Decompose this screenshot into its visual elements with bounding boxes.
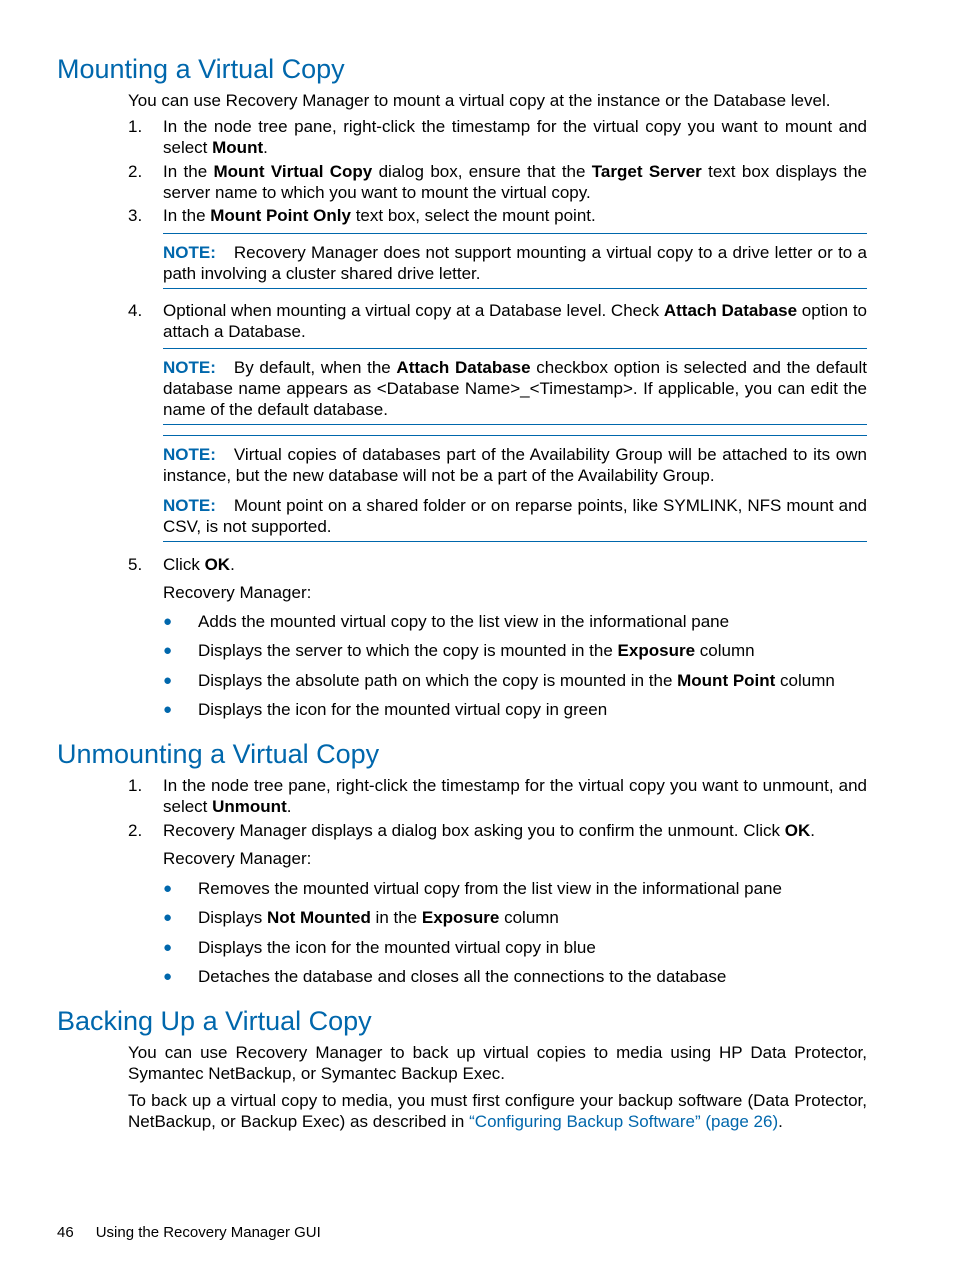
step-text: Recovery Manager displays a dialog box asking you to confirm the unmount. Click OK. — [163, 821, 815, 840]
bullet-icon: ● — [163, 701, 173, 718]
step-number: 2. — [128, 821, 143, 840]
step-text: In the Mount Point Only text box, select the mount point. — [163, 206, 596, 225]
backup-paragraph-2: To back up a virtual copy to media, you must first configure your backup software (Data Protector, NetBackup, or Backup Exec) as described in “Configuring Backup Software” (page 26). — [128, 1091, 867, 1131]
section-title-unmounting: Unmounting a Virtual Copy — [57, 739, 380, 769]
section-title-mounting: Mounting a Virtual Copy — [57, 54, 345, 84]
note-text: NOTE: By default, when the Attach Database checkbox option is selected and the default database name appears as <Database Name>_<Timestamp>. If applicable, you can edit the name of the default database. — [163, 358, 867, 419]
bullet-icon: ● — [163, 909, 173, 926]
note-text: NOTE: Mount point on a shared folder or on reparse points, like SYMLINK, NFS mount and CSV, is not supported. — [163, 496, 867, 536]
step-number: 1. — [128, 117, 143, 136]
note-box-1 — [163, 233, 867, 289]
bullet-icon: ● — [163, 968, 173, 985]
step-text: In the node tree pane, right-click the timestamp for the virtual copy you want to unmount, and select Unmount. — [163, 776, 867, 816]
chapter-title: Using the Recovery Manager GUI — [95, 1224, 321, 1241]
step-number: 2. — [128, 162, 143, 181]
bullet-icon: ● — [163, 880, 173, 897]
step-number: 1. — [128, 776, 143, 795]
bullet-icon: ● — [163, 939, 173, 956]
step-text: Click OK. — [163, 555, 235, 574]
step-text: Optional when mounting a virtual copy at a Database level. Check Attach Database option to attach a Database. — [163, 301, 868, 341]
note-label: NOTE: — [163, 358, 216, 377]
step-number: 4. — [128, 301, 143, 320]
intro-paragraph: You can use Recovery Manager to mount a virtual copy at the instance or the Database level. — [128, 91, 831, 110]
bullet-icon: ● — [163, 642, 173, 659]
step-text: In the Mount Virtual Copy dialog box, ensure that the Target Server text box displays the server name to which you want to mount the virtual copy. — [163, 162, 868, 202]
backup-paragraph-1: You can use Recovery Manager to back up virtual copies to media using HP Data Protector, Symantec NetBackup, or Symantec Backup Exec. — [128, 1043, 867, 1083]
note-box-2 — [163, 348, 867, 425]
note-text: NOTE: Recovery Manager does not support mounting a virtual copy to a drive letter or to a path involving a cluster shared drive letter. — [163, 243, 867, 283]
section-title-backing-up: Backing Up a Virtual Copy — [57, 1006, 372, 1036]
note-label: NOTE: — [163, 496, 216, 515]
step-number: 5. — [128, 555, 143, 574]
step-number: 3. — [128, 206, 143, 225]
bullet-icon: ● — [163, 613, 173, 630]
bullet-icon: ● — [163, 672, 173, 689]
note-text: NOTE: Virtual copies of databases part of the Availability Group will be attached to its own instance, but the new database will not be a part of the Availability Group. — [163, 445, 867, 485]
page-number: 46 — [57, 1224, 74, 1241]
step-text: In the node tree pane, right-click the timestamp for the virtual copy you want to mount and select Mount. — [163, 117, 867, 157]
note-label: NOTE: — [163, 445, 216, 464]
note-label: NOTE: — [163, 243, 216, 262]
configuring-backup-software-link[interactable]: “Configuring Backup Software” (page 26) — [469, 1112, 779, 1131]
recovery-manager-label: Recovery Manager: — [163, 849, 312, 868]
recovery-manager-label: Recovery Manager: — [163, 583, 312, 602]
note-box-3 — [163, 435, 867, 542]
page-footer — [57, 1222, 343, 1243]
